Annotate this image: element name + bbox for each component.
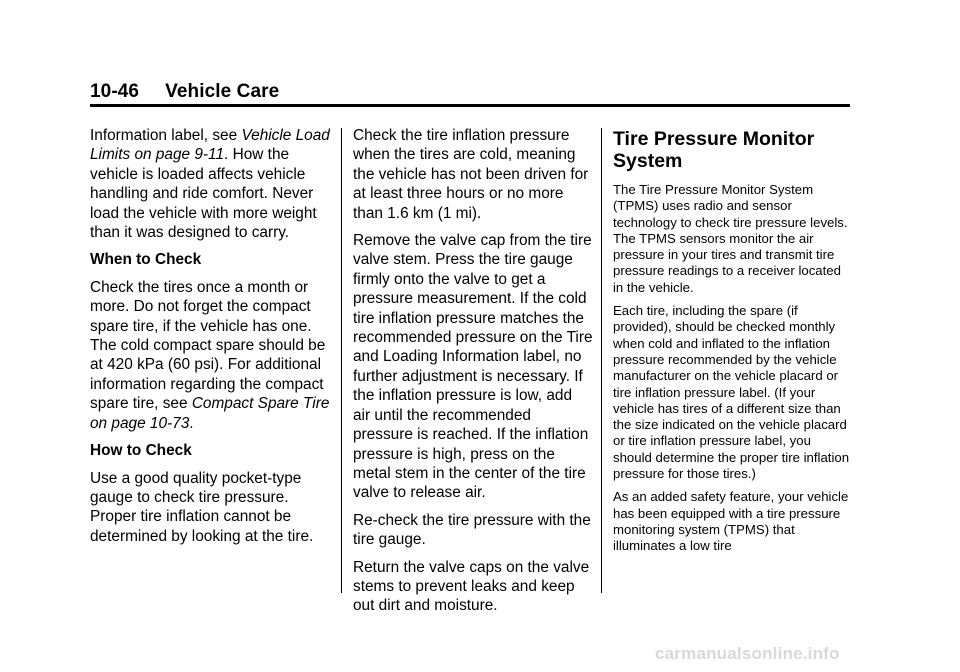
- paragraph: Return the valve caps on the valve stems to prevent leaks and keep out dirt and moisture.: [353, 558, 590, 615]
- text: .: [189, 414, 194, 432]
- page-number: 10-46: [90, 81, 140, 102]
- text: Check the tires once a month or more. Do not forget the compact spare tire, if the vehicle has one. The cold compact spare should be at 420 kPa (60 psi). For additional information regarding the compact spare tire, see: [90, 278, 326, 413]
- right-column: [613, 126, 853, 562]
- section-title: Vehicle Care: [165, 81, 280, 102]
- cross-reference-link[interactable]: Compact Spare Tire on page 10-73: [90, 395, 330, 432]
- paragraph: [90, 126, 336, 242]
- middle-column: [353, 126, 593, 624]
- subheading-how-to-check: How to Check: [90, 442, 192, 460]
- paragraph: [90, 278, 336, 433]
- header-rule: [90, 104, 850, 107]
- cross-reference-link[interactable]: Vehicle Load Limits on page 9-11: [90, 127, 330, 164]
- paragraph: As an added safety feature, your vehicle has been equipped with a tire pressure monitoring system (TPMS) that illuminates a low tire: [613, 489, 849, 554]
- paragraph: The Tire Pressure Monitor System (TPMS) uses radio and sensor technology to check tire pressure levels. The TPMS sensors monitor the air pressure in your tires and transmit tire pressure readings to a receiver located in the vehicle.: [613, 182, 848, 295]
- column-divider: [341, 128, 342, 593]
- left-column: [90, 126, 336, 554]
- paragraph: Re-check the tire pressure with the tire gauge.: [353, 511, 591, 549]
- text: Information label, see: [90, 127, 242, 144]
- section-heading: Tire Pressure Monitor System: [613, 128, 815, 172]
- subheading-when-to-check: When to Check: [90, 251, 202, 269]
- paragraph: Use a good quality pocket-type gauge to check tire pressure. Proper tire inflation cannot be determined by looking at the tire.: [90, 469, 314, 545]
- watermark: carmanualsonline.info: [655, 644, 840, 663]
- text: . How the vehicle is loaded affects vehicle handling and ride comfort. Never load the vehicle with more weight than it was designed to carry.: [90, 146, 317, 242]
- paragraph: Each tire, including the spare (if provided), should be checked monthly when cold and inflated to the inflation pressure recommended by the vehicle manufacturer on the vehicle placard or tire inflation pressure label. (If your vehicle has tires of a different size than the size indicated on the vehicle placard or tire inflation pressure label, you should determine the proper tire inflation pressure for those tires.): [613, 303, 850, 482]
- paragraph: Remove the valve cap from the tire valve stem. Press the tire gauge firmly onto the valve to get a pressure measurement. If the cold tire inflation pressure matches the recommended pressure on the Tire and Loading Information label, no further adjustment is necessary. If the inflation pressure is low, add air until the recommended pressure is reached. If the inflation pressure is high, press on the metal stem in the center of the tire valve to release air.: [353, 232, 593, 502]
- page-header: [90, 81, 279, 103]
- paragraph: Check the tire inflation pressure when the tires are cold, meaning the vehicle has not been driven for at least three hours or no more than 1.6 km (1 mi).: [353, 127, 589, 222]
- column-divider: [601, 128, 602, 593]
